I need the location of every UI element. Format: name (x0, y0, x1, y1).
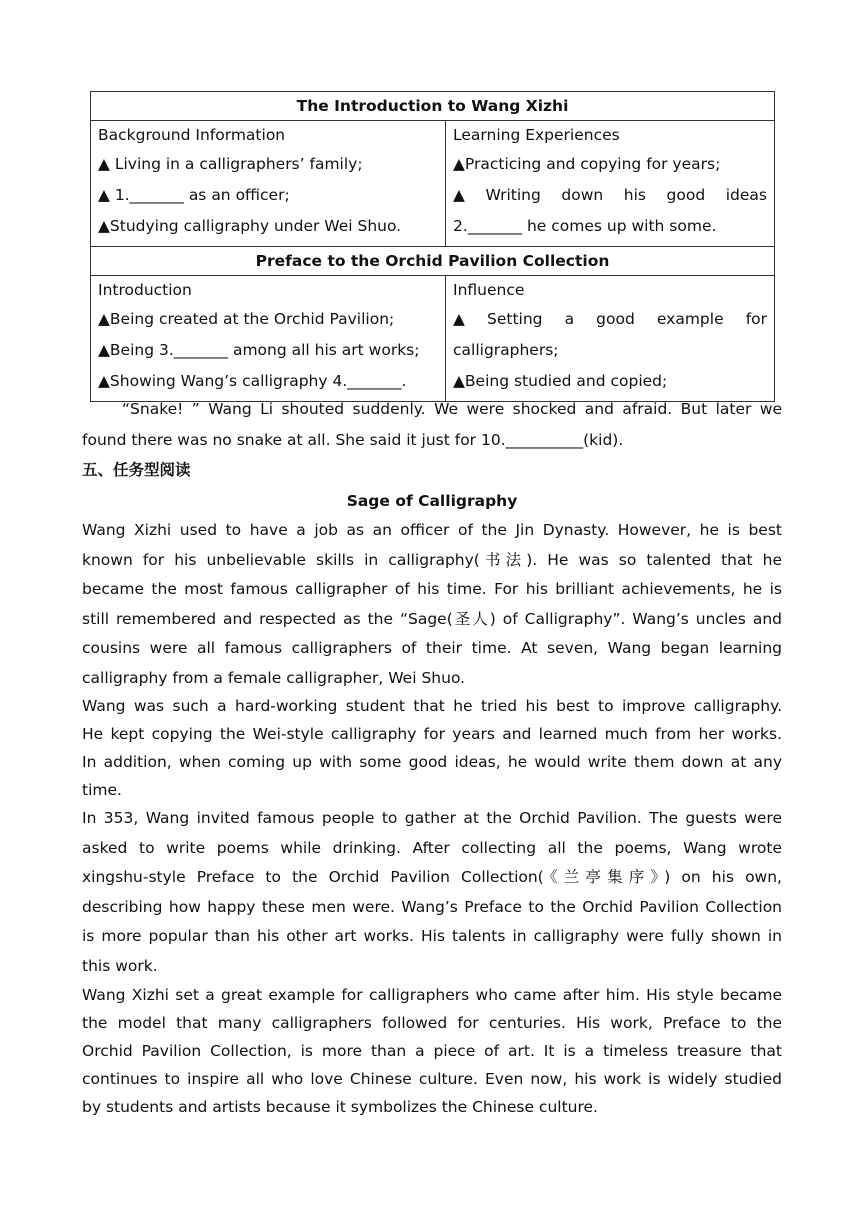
influence-header: Influence (453, 281, 525, 299)
passage-line: He kept copying the Wei-style calligraphy for years and learned much from her works. (82, 725, 782, 743)
introduction-item: ▲Being 3._______ among all his art works; (98, 341, 420, 359)
passage-line: asked to write poems while drinking. After collecting all the poems, Wang wrote (82, 838, 782, 857)
background-cell (91, 121, 446, 247)
word: example (656, 310, 724, 328)
snake-paragraph (82, 394, 782, 456)
word: ▲ (453, 186, 465, 204)
passage-line: continues to inspire all who love Chinese culture. Even now, his work is widely studied (82, 1070, 782, 1088)
word: down (561, 186, 604, 204)
passage-line: xingshu-style Preface to the Orchid Pavilion Collection(《兰亭集序》) on his own, (82, 868, 782, 886)
passage-line: by students and artists because it symbolizes the Chinese culture. (82, 1098, 598, 1116)
passage-line: this work. (82, 956, 158, 975)
passage-title: Sage of Calligraphy (346, 492, 518, 510)
word: Setting (487, 310, 543, 328)
background-header: Background Information (98, 126, 286, 144)
influence-cell (446, 276, 775, 402)
word: ideas (725, 186, 767, 204)
word: for (745, 310, 767, 328)
passage-line: still remembered and respected as the “Sage(圣人) of Calligraphy”. Wang’s uncles and (82, 609, 782, 628)
learning-item-cont: 2._______ he comes up with some. (453, 217, 717, 235)
intro-table (90, 91, 775, 402)
word: a (564, 310, 575, 328)
passage-paragraph-1 (82, 516, 782, 693)
passage-line: Wang Xizhi set a great example for calligraphers who came after him. His style became (82, 986, 782, 1004)
passage-line: time. (82, 781, 122, 799)
introduction-item: ▲Being created at the Orchid Pavilion; (98, 310, 395, 328)
introduction-item: ▲Showing Wang’s calligraphy 4._______. (98, 372, 407, 390)
word: Writing (485, 186, 541, 204)
influence-item-cont: calligraphers; (453, 341, 559, 359)
introduction-cell (91, 276, 446, 402)
passage-line: In addition, when coming up with some good ideas, he would write them down at any (82, 753, 782, 771)
section-heading: 五、任务型阅读 (82, 461, 191, 479)
passage-line: Orchid Pavilion Collection, is more than a piece of art. It is a timeless treasure that (82, 1042, 782, 1060)
word: ▲ (453, 310, 465, 328)
table-title: The Introduction to Wang Xizhi (91, 92, 775, 121)
word: good (666, 186, 706, 204)
passage-line: calligraphy from a female calligrapher, Wei Shuo. (82, 668, 466, 687)
background-item: ▲Studying calligraphy under Wei Shuo. (98, 217, 402, 235)
snake-line: found there was no snake at all. She said it just for 10.__________(kid). (82, 431, 624, 449)
influence-item: ▲Being studied and copied; (453, 372, 668, 390)
passage-line: cousins were all famous calligraphers of their time. At seven, Wang began learning (82, 639, 782, 657)
passage-line: known for his unbelievable skills in calligraphy(书法). He was so talented that he (82, 550, 782, 569)
learning-header: Learning Experiences (453, 126, 620, 144)
passage-line: Wang Xizhi used to have a job as an officer of the Jin Dynasty. However, he is best (82, 521, 782, 539)
passage-line: Wang was such a hard-working student that he tried his best to improve calligraphy. (82, 697, 782, 715)
passage-paragraph-2 (82, 692, 782, 804)
passage-line: In 353, Wang invited famous people to gather at the Orchid Pavilion. The guests were (82, 809, 782, 827)
background-item: ▲ 1._______ as an officer; (98, 186, 290, 204)
passage-line: is more popular than his other art works. His talents in calligraphy were fully shown in (82, 927, 782, 945)
word: good (596, 310, 635, 328)
influence-item-justified (453, 304, 767, 335)
learning-cell (446, 121, 775, 247)
word: his (623, 186, 646, 204)
passage-paragraph-3 (82, 804, 782, 981)
learning-item-justified (453, 180, 767, 211)
snake-line: “Snake! ” Wang Li shouted suddenly. We were shocked and afraid. But later we (122, 400, 782, 418)
table-section2-title: Preface to the Orchid Pavilion Collection (91, 247, 775, 276)
passage-paragraph-4 (82, 981, 782, 1121)
passage-line: the model that many calligraphers followed for centuries. His work, Preface to the (82, 1014, 782, 1032)
passage-line: describing how happy these men were. Wang’s Preface to the Orchid Pavilion Collection (82, 897, 782, 916)
background-item: ▲ Living in a calligraphers’ family; (98, 155, 363, 173)
learning-item: ▲Practicing and copying for years; (453, 155, 721, 173)
passage-line: became the most famous calligrapher of his time. For his brilliant achievements, he is (82, 580, 782, 598)
introduction-header: Introduction (98, 281, 192, 299)
